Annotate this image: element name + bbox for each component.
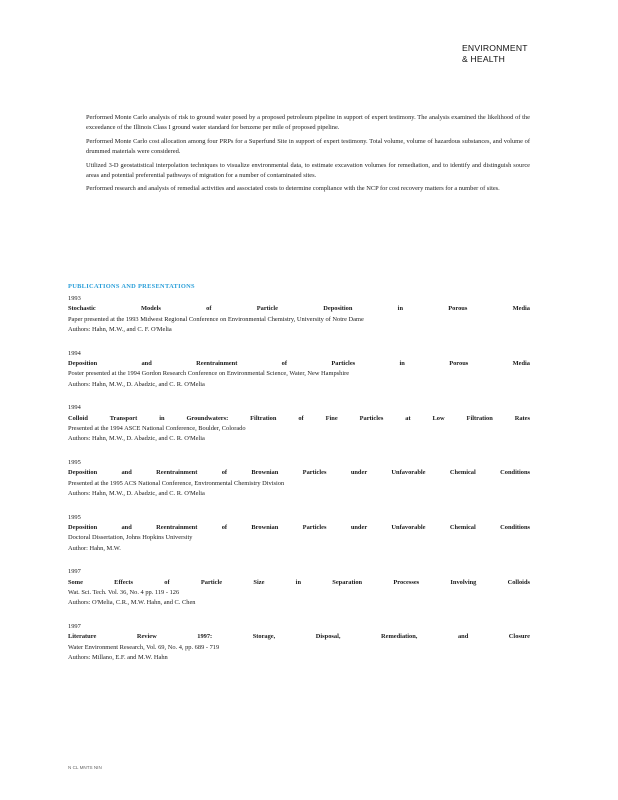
- bullet-text: Performed research and analysis of remedial activities and associated costs to determine compliance with the NCP for cost recovery matters for a number of sites.: [86, 185, 500, 193]
- brand-line-1: ENVIRONMENT: [462, 43, 528, 53]
- publication-venue: Poster presented at the 1994 Gordon Research Conference on Environmental Science, Water, New Hampshire: [68, 370, 350, 378]
- publication-venue: Wat. Sci. Tech. Vol. 36, No. 4 pp. 119 - 126: [68, 589, 180, 597]
- publication-year: 1993: [68, 295, 81, 302]
- publication-title: Some Effects of Particle Size in Separation Processes Involving Colloids: [68, 578, 530, 586]
- publication-venue: Presented at the 1994 ASCE National Conference, Boulder, Colorado: [68, 424, 246, 432]
- bullet-item: [68, 137, 530, 158]
- publication-entry: [68, 294, 530, 335]
- publication-entry: [68, 403, 530, 444]
- bullet-item: [68, 113, 530, 134]
- publication-title: Literature Review 1997: Storage, Disposal, Remediation, and Closure: [68, 633, 530, 641]
- publication-year: 1994: [68, 404, 81, 412]
- publication-authors: Authors: Hahn, M.W., D. Abadzic, and C. R. O'Melia: [68, 489, 205, 497]
- publication-year: 1997: [68, 568, 81, 576]
- publication-venue: Paper presented at the 1993 Midwest Regional Conference on Environmental Chemistry, University of Notre Dame: [68, 315, 364, 323]
- publication-entry: [68, 567, 530, 608]
- publication-year: 1997: [68, 623, 81, 631]
- publication-title: Deposition and Reentrainment of Brownian Particles under Unfavorable Chemical Conditions: [68, 469, 530, 477]
- publication-title: Deposition and Reentrainment of Particles in Porous Media: [68, 359, 530, 367]
- publication-title: Colloid Transport in Groundwaters: Filtration of Fine Particles at Low Filtration Rates: [68, 414, 530, 422]
- publication-authors: Authors: Millano, E.F. and M.W. Hahn: [68, 654, 168, 662]
- publication-entry: [68, 458, 530, 499]
- bullet-text: Utilized 3-D geostatistical interpolation techniques to visualize environmental data, to estimate excavation volumes for remediation, and to identify and distinguish source areas and potential preferential pathways of migration for a number of contaminated sites.: [86, 161, 530, 179]
- publication-authors: Authors: Hahn, M.W., and C. F. O'Melia: [68, 325, 172, 333]
- bullet-text: Performed Monte Carlo analysis of risk to ground water posed by a proposed petroleum pipeline in support of expert testimony. The analysis examined the likelihood of the exceedance of the Illinois Class I ground water standard for benzene per mile of proposed pipeline.: [86, 114, 530, 132]
- page-footer: N CL MNTS NIN: [68, 765, 102, 770]
- bullet-text: Performed Monte Carlo cost allocation among four PRPs for a Superfund Site in support of expert testimony. Total volume, volume of hazardous substances, and volume of drummed materials were considered.: [86, 137, 530, 156]
- publications-heading: PUBLICATIONS AND PRESENTATIONS: [68, 283, 195, 290]
- brand-line-2: & HEALTH: [462, 53, 505, 64]
- publication-year: 1995: [68, 513, 81, 521]
- publication-list: [68, 294, 530, 677]
- publication-entry: [68, 622, 530, 663]
- publication-authors: Authors: O'Melia, C.R., M.W. Hahn, and C. Chen: [68, 599, 196, 607]
- publication-entry: [68, 513, 530, 554]
- bullet-item: [68, 161, 530, 182]
- publication-entry: [68, 349, 530, 390]
- publication-venue: Water Environment Research, Vol. 69, No. 4, pp. 689 - 719: [68, 643, 220, 651]
- publication-title: Deposition and Reentrainment of Brownian Particles under Unfavorable Chemical Conditions: [68, 524, 530, 532]
- publication-venue: Presented at the 1995 ACS National Conference, Environmental Chemistry Division: [68, 479, 285, 487]
- publication-authors: Author: Hahn, M.W.: [68, 544, 121, 552]
- bullet-item: [68, 184, 530, 194]
- publication-title: Stochastic Models of Particle Deposition in Porous Media: [68, 305, 530, 313]
- publication-year: 1995: [68, 459, 81, 467]
- publication-venue: Doctoral Dissertation, Johns Hopkins University: [68, 534, 193, 542]
- publication-authors: Authors: Hahn, M.W., D. Abadzic, and C. R. O'Melia: [68, 435, 205, 443]
- publication-authors: Authors: Hahn, M.W., D. Abadzic, and C. R. O'Melia: [68, 380, 205, 388]
- experience-bullet-list: [68, 113, 530, 198]
- publication-year: 1994: [68, 349, 81, 357]
- brand-logo: [462, 43, 582, 64]
